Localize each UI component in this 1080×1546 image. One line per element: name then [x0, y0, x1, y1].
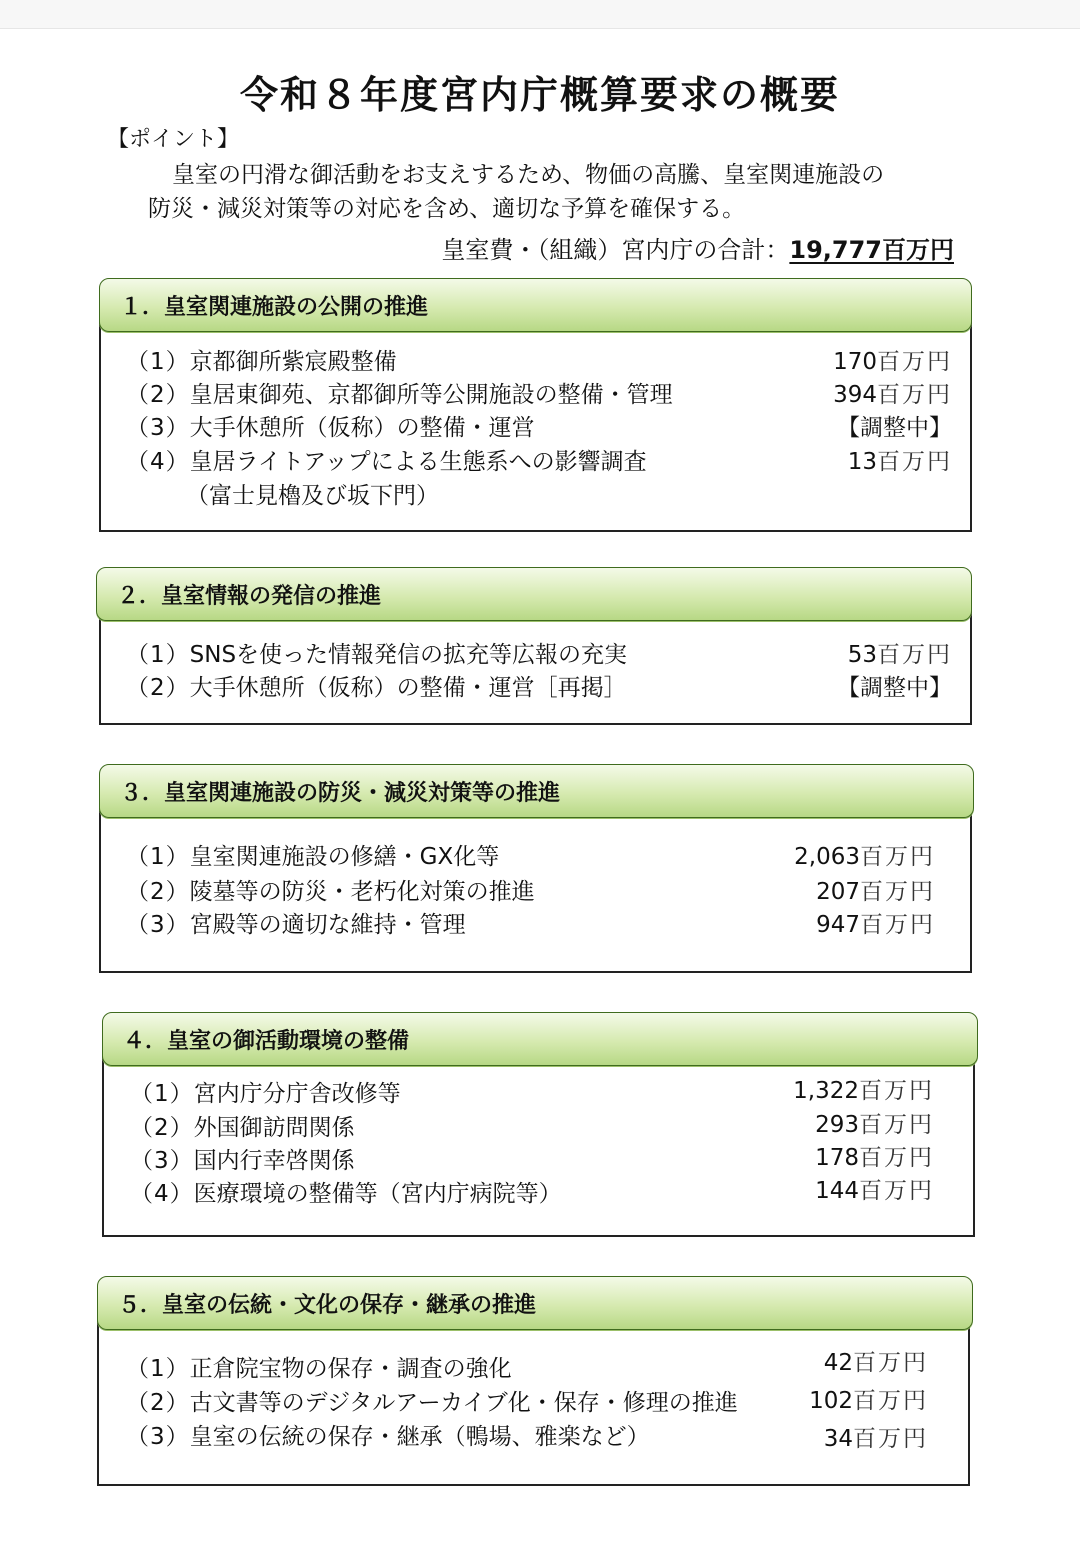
section-5-item-1: （1）正倉院宝物の保存・調査の強化 — [126, 1356, 512, 1382]
section-1-item-4-amount: 13百万円 — [847, 449, 952, 475]
section-5-item-1-amount: 42百万円 — [823, 1350, 928, 1376]
section-3-heading: ３．皇室関連施設の防災・減災対策等の推進 — [99, 764, 974, 818]
section-3-item-3: （3）宮殿等の適切な維持・管理 — [126, 912, 466, 938]
section-5-item-2-amount: 102百万円 — [809, 1388, 928, 1414]
total-label: 皇室費・（組織）宮内庁の合計： — [441, 236, 790, 264]
section-2-heading: ２．皇室情報の発信の推進 — [96, 567, 972, 621]
section-3-item-1: （1）皇室関連施設の修繕・GX化等 — [126, 844, 500, 870]
section-1-item-1: （1）京都御所紫宸殿整備 — [126, 349, 397, 375]
section-4-item-4-amount: 144百万円 — [815, 1178, 934, 1204]
page-title: 令和８年度宮内庁概算要求の概要 — [239, 73, 840, 117]
section-2-item-1: （1）SNSを使った情報発信の拡充等広報の充実 — [126, 642, 628, 668]
section-1-item-3-amount: 【調整中】 — [837, 415, 952, 441]
section-1-item-1-amount: 170百万円 — [833, 349, 952, 375]
section-3-item-2-amount: 207百万円 — [816, 879, 935, 905]
section-5-item-2: （2）古文書等のデジタルアーカイブ化・保存・修理の推進 — [126, 1390, 738, 1416]
section-1-item-4-subline: （富士見櫓及び坂下門） — [186, 483, 439, 509]
section-4-item-1-amount: 1,322百万円 — [793, 1078, 934, 1104]
total-amount: 19,777百万円 — [789, 236, 954, 264]
section-1-item-2: （2）皇居東御苑、京都御所等公開施設の整備・管理 — [126, 382, 673, 408]
section-1-item-3: （3）大手休憩所（仮称）の整備・運営 — [126, 415, 535, 441]
total-line — [441, 230, 954, 265]
section-1-item-4: （4）皇居ライトアップによる生態系への影響調査 — [126, 449, 647, 475]
section-3-item-2: （2）陵墓等の防災・老朽化対策の推進 — [126, 879, 535, 905]
section-1-item-2-amount: 394百万円 — [833, 382, 952, 408]
section-3-item-3-amount: 947百万円 — [816, 912, 935, 938]
point-text-line2: 防災・減災対策等の対応を含め、適切な予算を確保する。 — [148, 196, 746, 222]
section-2-item-1-amount: 53百万円 — [847, 642, 952, 668]
section-4-item-2: （2）外国御訪問関係 — [130, 1115, 355, 1141]
section-5-item-3: （3）皇室の伝統の保存・継承（鴨場、雅楽など） — [126, 1424, 650, 1450]
section-2-item-2: （2）大手休憩所（仮称）の整備・運営［再掲］ — [126, 675, 627, 701]
section-5-heading: ５．皇室の伝統・文化の保存・継承の推進 — [97, 1276, 973, 1330]
point-text-line1: 皇室の円滑な御活動をお支えするため、物価の高騰、皇室関連施設の — [172, 162, 885, 188]
section-3-item-1-amount: 2,063百万円 — [794, 844, 935, 870]
section-4-item-1: （1）宮内庁分庁舎改修等 — [130, 1081, 401, 1107]
section-4-heading: ４．皇室の御活動環境の整備 — [102, 1012, 978, 1066]
section-4-item-3: （3）国内行幸啓関係 — [130, 1148, 355, 1174]
page-top-bar — [0, 0, 1080, 29]
section-5-item-3-amount: 34百万円 — [823, 1426, 928, 1452]
point-label: 【ポイント】 — [107, 127, 240, 152]
section-4-item-3-amount: 178百万円 — [815, 1145, 934, 1171]
section-4-item-4: （4）医療環境の整備等（宮内庁病院等） — [130, 1181, 562, 1207]
section-2-item-2-amount: 【調整中】 — [837, 675, 952, 701]
section-1-heading: １．皇室関連施設の公開の推進 — [99, 278, 972, 332]
section-4-item-2-amount: 293百万円 — [815, 1112, 934, 1138]
